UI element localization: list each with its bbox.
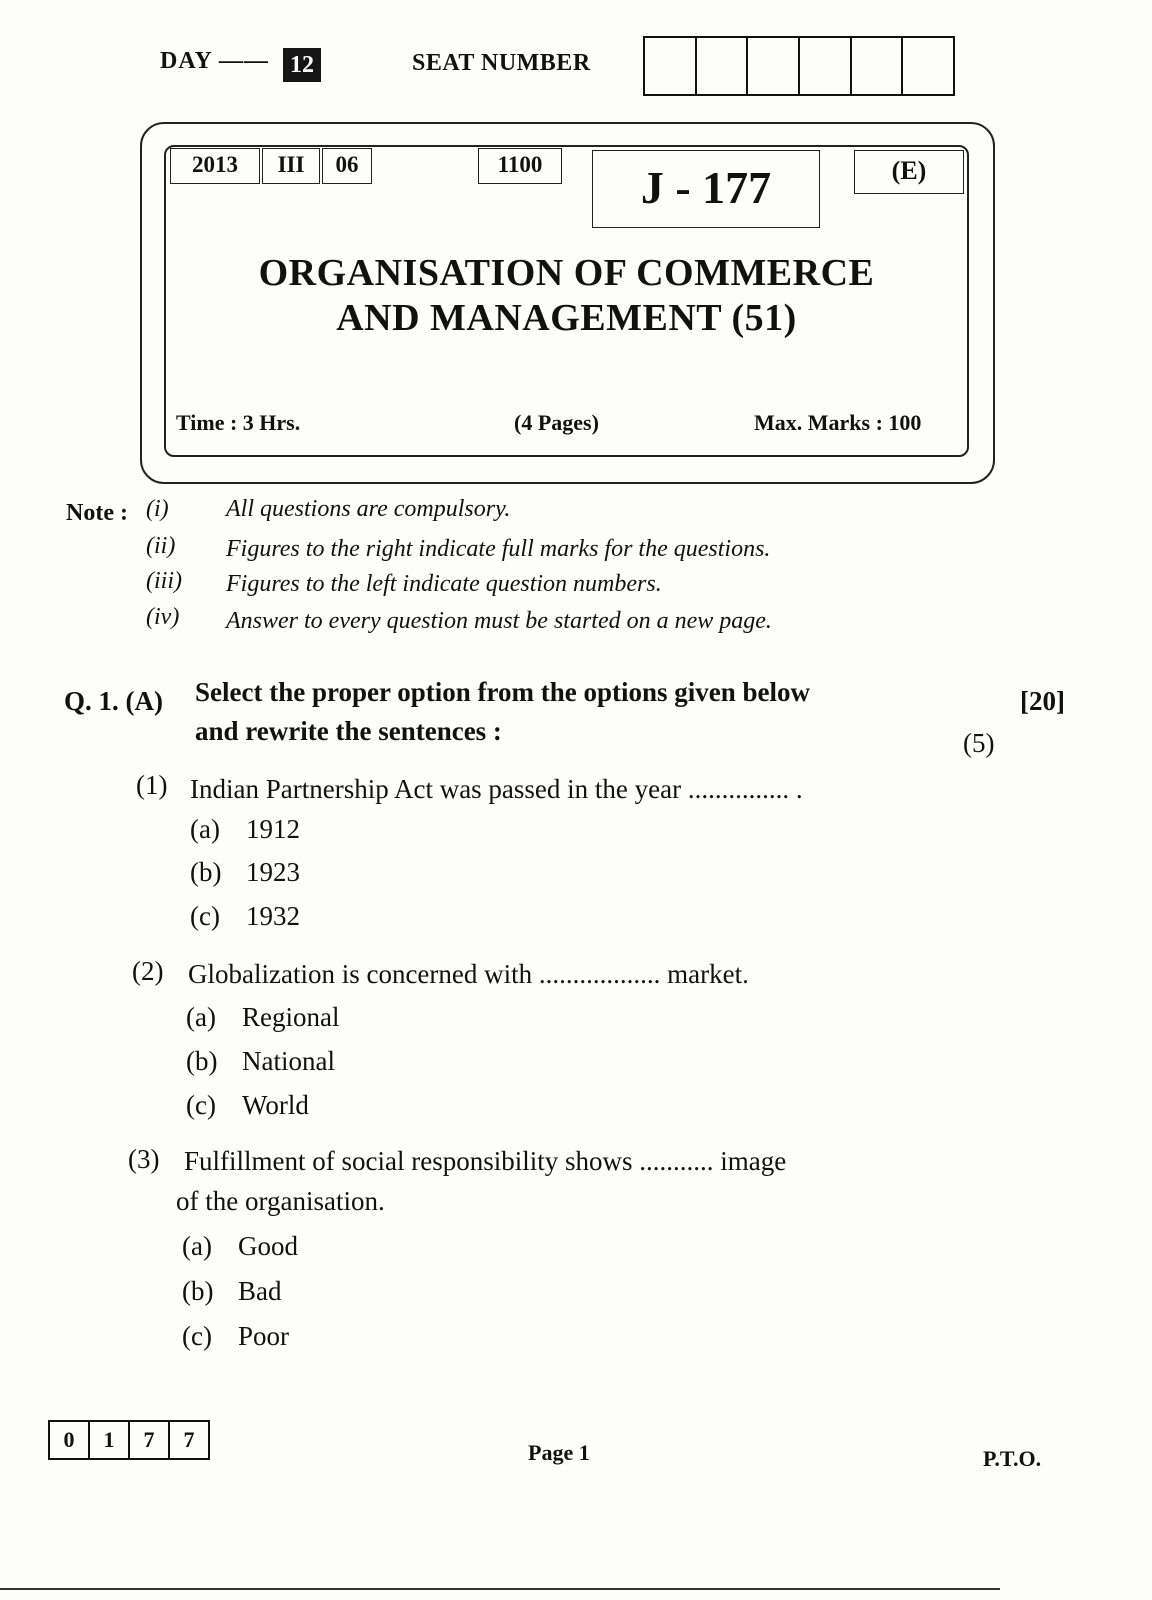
note-number: (iv) xyxy=(146,604,180,630)
paper-title-line1: ORGANISATION OF COMMERCE xyxy=(258,252,875,294)
question-item-text: Indian Partnership Act was passed in the year ............... . xyxy=(190,774,803,804)
option-text: 1923 xyxy=(246,857,300,887)
option-label: (a) xyxy=(186,1002,216,1032)
question-instruction-cont: and rewrite the sentences : xyxy=(195,716,502,746)
question-item-text: Globalization is concerned with .................. market. xyxy=(188,959,749,989)
question-item-number: (1) xyxy=(136,770,168,800)
option-text: Bad xyxy=(238,1276,282,1306)
code-digit: 0 xyxy=(50,1422,90,1458)
note-number: (ii) xyxy=(146,533,176,559)
option-label: (b) xyxy=(190,857,222,887)
note-label: Note : xyxy=(66,500,128,526)
series-code-box: III xyxy=(262,148,320,184)
day-number-box: 12 xyxy=(283,48,321,82)
option-label: (b) xyxy=(182,1276,214,1306)
option-label: (c) xyxy=(186,1090,216,1120)
year-code-box: 2013 xyxy=(170,148,260,184)
option-text: World xyxy=(242,1090,309,1120)
option-text: Poor xyxy=(238,1321,290,1351)
seat-number-cell xyxy=(748,38,800,94)
please-turn-over: P.T.O. xyxy=(983,1446,1042,1471)
note-number: (iii) xyxy=(146,568,182,594)
paper-code-strip xyxy=(48,1420,210,1460)
exam-time: Time : 3 Hrs. xyxy=(176,410,301,435)
code-digit: 7 xyxy=(183,1427,195,1452)
seat-number-cell xyxy=(852,38,904,94)
option-label: (a) xyxy=(190,814,220,844)
seat-number-cell xyxy=(645,38,697,94)
option-text: Regional xyxy=(242,1002,340,1032)
question-item-number: (3) xyxy=(128,1144,160,1174)
question-total-marks: [20] xyxy=(1020,686,1065,716)
question-item-text-cont: of the organisation. xyxy=(176,1186,385,1216)
language-code-box: (E) xyxy=(854,150,964,194)
bottom-rule xyxy=(0,1588,1000,1590)
option-label: (c) xyxy=(182,1321,212,1351)
question-instruction: Select the proper option from the options given below xyxy=(195,677,810,707)
option-text: Good xyxy=(238,1231,298,1261)
option-label: (c) xyxy=(190,901,220,931)
question-label: Q. 1. (A) xyxy=(64,686,163,716)
paper-code-box: J - 177 xyxy=(592,150,820,228)
page-number: Page 1 xyxy=(528,1440,590,1465)
seat-number-cell xyxy=(903,38,953,94)
exam-max-marks: Max. Marks : 100 xyxy=(754,410,922,435)
note-text: Figures to the right indicate full marks for the questions. xyxy=(226,536,771,562)
seat-number-boxes xyxy=(643,36,955,96)
code-digit: 1 xyxy=(90,1422,130,1458)
seat-number-cell xyxy=(800,38,852,94)
note-number: (i) xyxy=(146,496,169,522)
note-text: All questions are compulsory. xyxy=(226,496,511,522)
option-text: 1932 xyxy=(246,901,300,931)
question-item-number: (2) xyxy=(132,956,164,986)
count-code-box: 1100 xyxy=(478,148,562,184)
question-part-marks: (5) xyxy=(963,728,995,758)
code-digit: 7 xyxy=(130,1422,170,1458)
paper-title-line2: AND MANAGEMENT (51) xyxy=(336,297,797,339)
seat-number-cell xyxy=(697,38,749,94)
option-label: (a) xyxy=(182,1231,212,1261)
option-label: (b) xyxy=(186,1046,218,1076)
note-text: Figures to the left indicate question numbers. xyxy=(226,571,662,597)
note-text: Answer to every question must be started on a new page. xyxy=(226,608,772,634)
seat-number-label: SEAT NUMBER xyxy=(412,50,591,76)
exam-pages: (4 Pages) xyxy=(514,410,599,435)
day-label: DAY —— xyxy=(160,48,269,74)
number-code-box: 06 xyxy=(322,148,372,184)
option-text: 1912 xyxy=(246,814,300,844)
option-text: National xyxy=(242,1046,335,1076)
question-item-text: Fulfillment of social responsibility shows ........... image xyxy=(184,1146,787,1176)
